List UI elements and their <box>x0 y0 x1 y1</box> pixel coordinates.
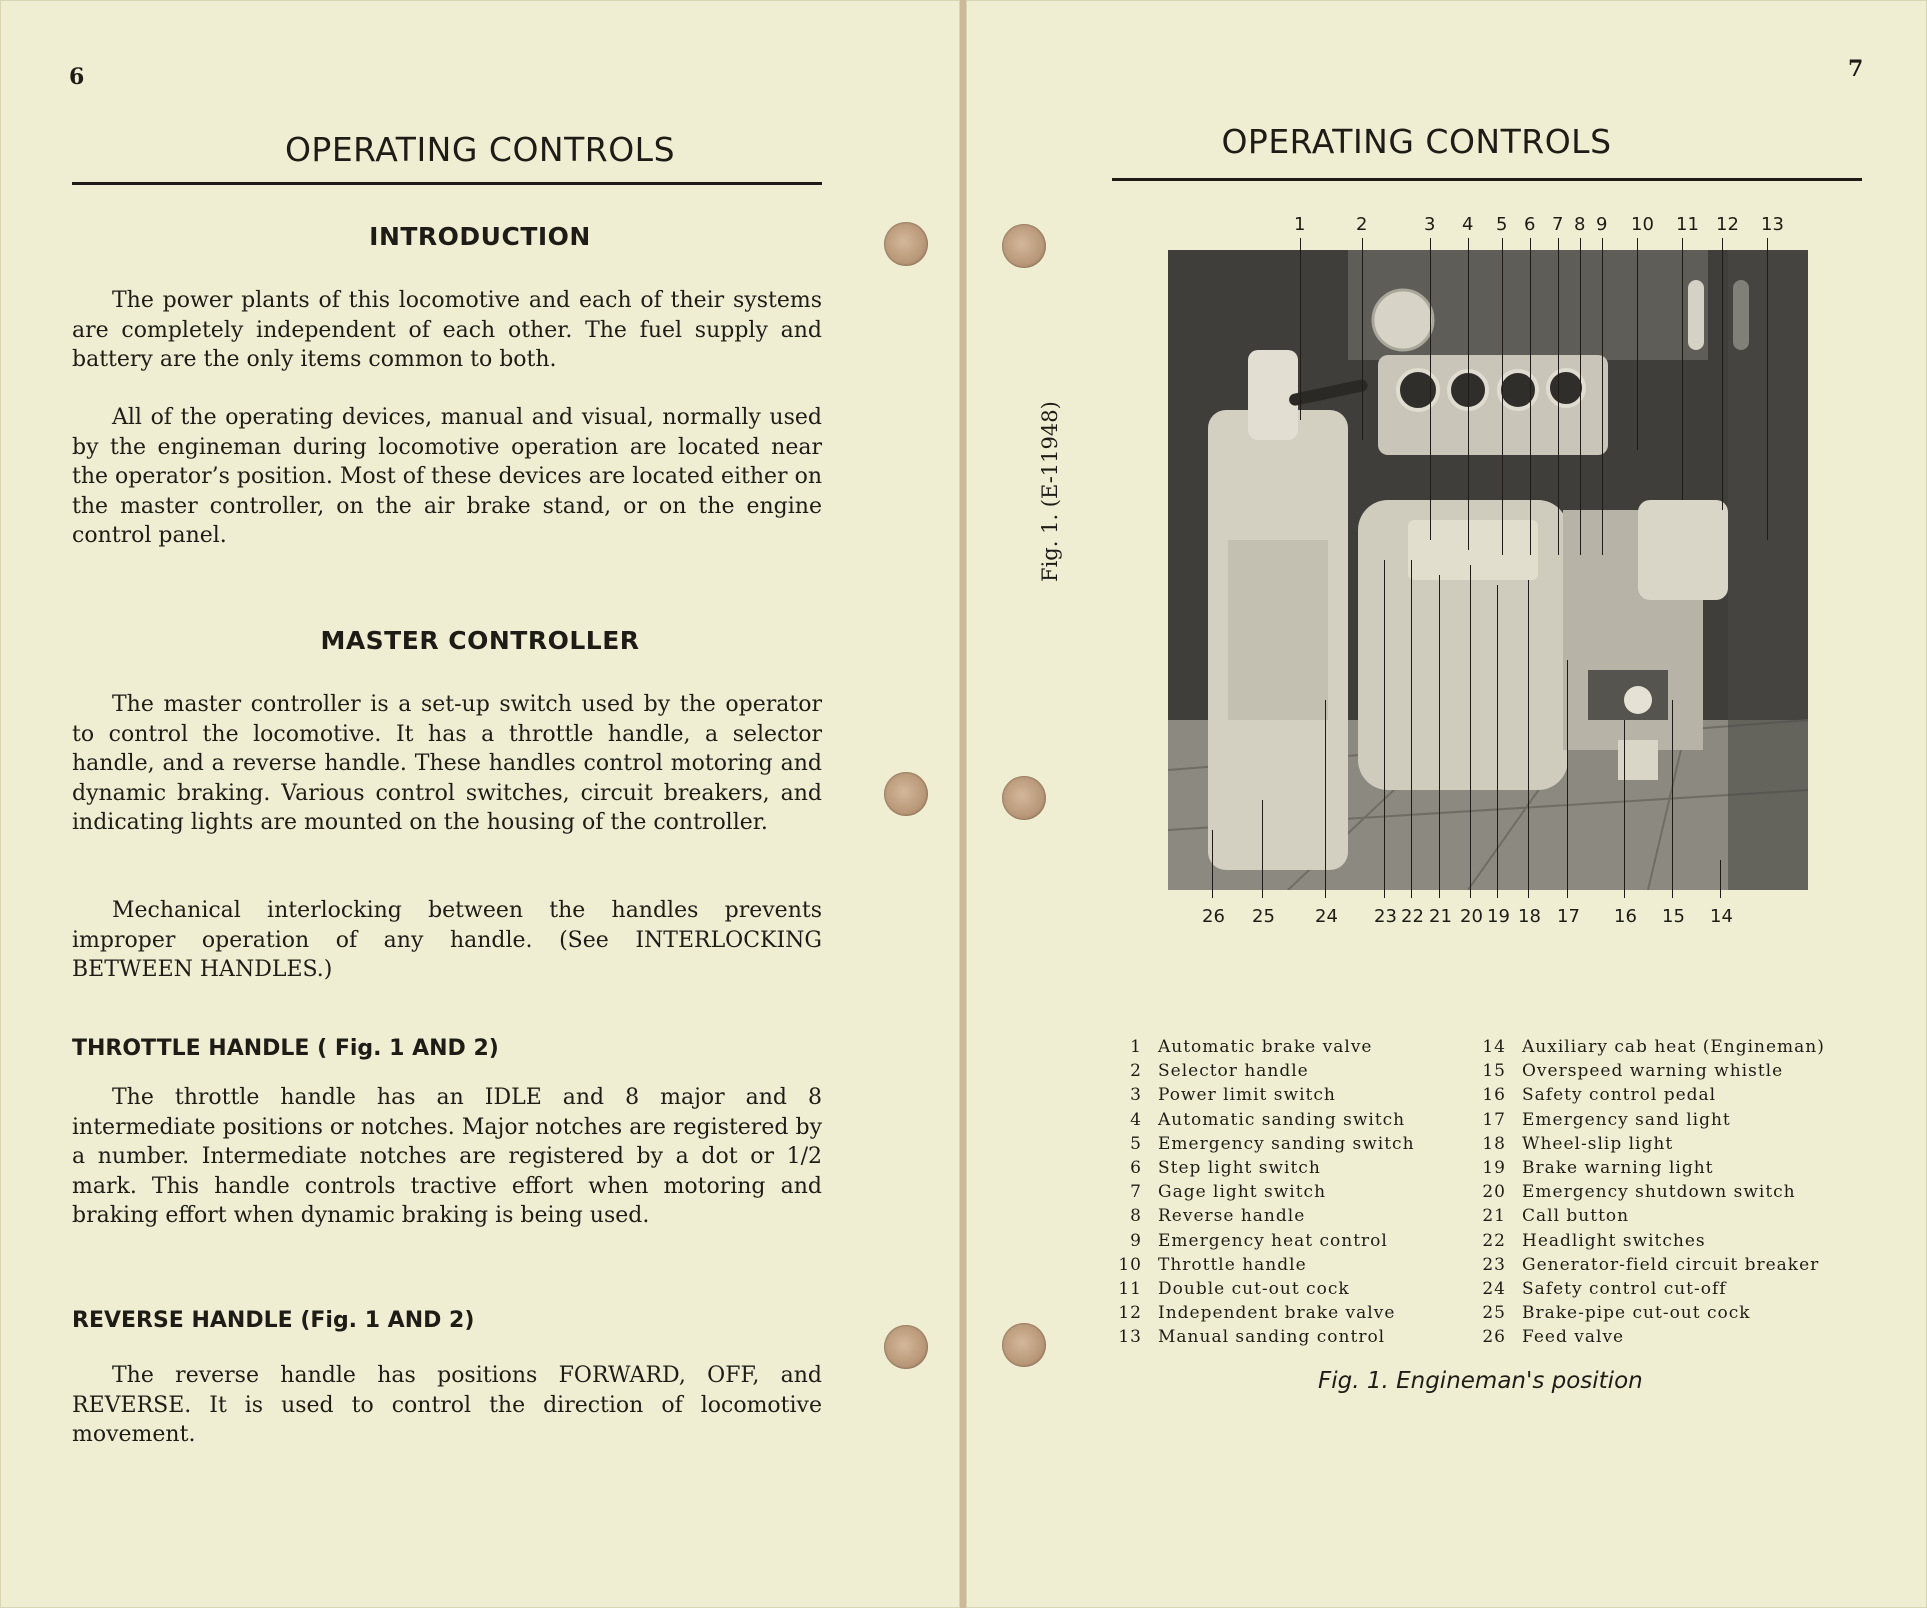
callout-number-top: 1 <box>1294 214 1306 235</box>
legend-item <box>1098 1156 1415 1180</box>
master-controller-paragraph-2: Mechanical interlocking between the handles prevents improper operation of any handle. (See INTERLOCKING BETWEEN HANDLES.) <box>72 898 822 982</box>
legend-label: Manual sanding control <box>1158 1327 1386 1348</box>
legend-number: 5 <box>1130 1133 1142 1154</box>
callout-number-bottom: 15 <box>1662 906 1685 927</box>
reverse-handle-heading: REVERSE HANDLE (Fig. 1 AND 2) <box>72 1308 475 1333</box>
callout-number-bottom: 14 <box>1710 906 1733 927</box>
callout-leader-line <box>1602 238 1603 555</box>
callout-number-top: 9 <box>1596 214 1608 235</box>
legend-item <box>1462 1156 1825 1180</box>
legend-left-column <box>1098 1035 1415 1349</box>
legend-right-column <box>1462 1035 1825 1349</box>
legend-number: 25 <box>1482 1303 1506 1324</box>
legend-number: 26 <box>1482 1327 1506 1348</box>
legend-number: 10 <box>1118 1254 1142 1275</box>
legend-label: Feed valve <box>1522 1327 1625 1348</box>
legend-number: 23 <box>1482 1254 1506 1275</box>
callout-number-top: 11 <box>1676 214 1699 235</box>
callout-number-top: 8 <box>1574 214 1586 235</box>
legend-item <box>1462 1059 1825 1083</box>
callout-number-bottom: 16 <box>1614 906 1637 927</box>
callout-leader-line <box>1468 238 1469 550</box>
binder-hole <box>884 772 928 816</box>
callout-number-bottom: 21 <box>1429 906 1452 927</box>
legend-number: 20 <box>1482 1182 1506 1203</box>
legend-label: Auxiliary cab heat (Engineman) <box>1522 1037 1825 1058</box>
callout-number-top: 7 <box>1552 214 1564 235</box>
page-number: 6 <box>69 64 85 90</box>
section-heading-master-controller: MASTER CONTROLLER <box>320 626 640 655</box>
callout-number-top: 13 <box>1761 214 1784 235</box>
callout-leader-line <box>1672 700 1673 898</box>
legend-item <box>1462 1035 1825 1059</box>
intro-paragraph-2: All of the operating devices, manual and visual, normally used by the engineman during locomotive operation are located near the operator’s position. Most of these devices are located either on the master controller, on the air brake stand, or on the engine control panel. <box>72 405 822 548</box>
callout-number-top: 12 <box>1716 214 1739 235</box>
callout-number-bottom: 18 <box>1518 906 1541 927</box>
page-number: 7 <box>1848 56 1864 82</box>
callout-number-top: 10 <box>1631 214 1654 235</box>
engineman-position-photo <box>1168 250 1808 890</box>
legend-label: Emergency shutdown switch <box>1522 1182 1796 1203</box>
legend-item <box>1098 1035 1415 1059</box>
legend-number: 16 <box>1482 1085 1506 1106</box>
callout-number-bottom: 19 <box>1487 906 1510 927</box>
legend-item <box>1098 1229 1415 1253</box>
cab-photo-illustration <box>1168 250 1808 890</box>
legend-label: Gage light switch <box>1158 1182 1327 1203</box>
legend-number: 24 <box>1482 1278 1506 1299</box>
callout-leader-line <box>1720 860 1721 898</box>
legend-label: Throttle handle <box>1158 1254 1307 1275</box>
callout-leader-line <box>1212 830 1213 898</box>
legend-item <box>1462 1277 1825 1301</box>
legend-label: Overspeed warning whistle <box>1522 1061 1784 1082</box>
callout-leader-line <box>1567 660 1568 898</box>
legend-item <box>1098 1108 1415 1132</box>
legend-number: 18 <box>1482 1133 1506 1154</box>
callout-number-top: 3 <box>1424 214 1436 235</box>
legend-item <box>1098 1083 1415 1107</box>
callout-leader-line <box>1528 580 1529 898</box>
callout-leader-line <box>1502 238 1503 555</box>
callout-number-bottom: 25 <box>1252 906 1275 927</box>
callout-leader-line <box>1530 238 1531 555</box>
legend-item <box>1462 1253 1825 1277</box>
legend-item <box>1098 1132 1415 1156</box>
header-rule <box>72 182 822 185</box>
legend-number: 21 <box>1482 1206 1506 1227</box>
legend-number: 4 <box>1130 1109 1142 1130</box>
legend-number: 14 <box>1482 1037 1506 1058</box>
legend-label: Safety control cut-off <box>1522 1278 1727 1299</box>
binder-hole <box>1002 776 1046 820</box>
legend-item <box>1098 1180 1415 1204</box>
callout-number-bottom: 24 <box>1315 906 1338 927</box>
callout-leader-line <box>1722 238 1723 510</box>
legend-item <box>1098 1325 1415 1349</box>
legend-label: Call button <box>1522 1206 1630 1227</box>
binder-hole <box>884 1325 928 1369</box>
legend-number: 12 <box>1118 1303 1142 1324</box>
callout-leader-line <box>1580 238 1581 555</box>
legend-label: Emergency sanding switch <box>1158 1133 1415 1154</box>
callout-leader-line <box>1384 560 1385 898</box>
legend-label: Safety control pedal <box>1522 1085 1717 1106</box>
master-controller-paragraph-1: The master controller is a set-up switch used by the operator to control the locomotive. It has a throttle handle, a selector handle, and a reverse handle. These handles control motoring and dynamic braking. Various control switches, circuit breakers, and indicating lights are mounted on the housing of the controller. <box>72 692 822 835</box>
callout-leader-line <box>1300 238 1301 420</box>
callout-leader-line <box>1439 575 1440 898</box>
legend-item <box>1462 1108 1825 1132</box>
section-heading-introduction: INTRODUCTION <box>369 222 591 251</box>
legend-label: Generator-field circuit breaker <box>1522 1254 1820 1275</box>
legend-item <box>1098 1253 1415 1277</box>
throttle-handle-heading: THROTTLE HANDLE ( Fig. 1 AND 2) <box>72 1036 499 1061</box>
legend-number: 7 <box>1130 1182 1142 1203</box>
callout-leader-line <box>1558 238 1559 555</box>
legend-number: 17 <box>1482 1109 1506 1130</box>
binder-hole <box>1002 224 1046 268</box>
legend-label: Wheel-slip light <box>1522 1133 1674 1154</box>
callout-leader-line <box>1325 700 1326 898</box>
legend-label: Independent brake valve <box>1158 1303 1396 1324</box>
callout-leader-line <box>1470 565 1471 898</box>
legend-number: 13 <box>1118 1327 1142 1348</box>
callout-number-bottom: 20 <box>1460 906 1483 927</box>
legend-item <box>1098 1059 1415 1083</box>
legend-number: 15 <box>1482 1061 1506 1082</box>
page-header: OPERATING CONTROLS <box>1221 122 1612 161</box>
legend-number: 2 <box>1130 1061 1142 1082</box>
figure-caption: Fig. 1. Engineman's position <box>1318 1368 1643 1394</box>
legend-label: Reverse handle <box>1158 1206 1306 1227</box>
legend-item <box>1098 1204 1415 1228</box>
callout-number-top: 5 <box>1496 214 1508 235</box>
legend-item <box>1098 1301 1415 1325</box>
legend-number: 6 <box>1130 1158 1142 1179</box>
figure-side-label: Fig. 1. (E-11948) <box>1038 401 1062 582</box>
legend-number: 1 <box>1130 1037 1142 1058</box>
callout-number-top: 2 <box>1356 214 1368 235</box>
legend-label: Automatic brake valve <box>1158 1037 1373 1058</box>
legend-item <box>1462 1229 1825 1253</box>
left-page <box>0 0 960 1608</box>
legend-number: 19 <box>1482 1158 1506 1179</box>
callout-number-bottom: 17 <box>1557 906 1580 927</box>
legend-label: Selector handle <box>1158 1061 1309 1082</box>
legend-item <box>1462 1132 1825 1156</box>
legend-label: Brake warning light <box>1522 1158 1714 1179</box>
binder-hole <box>1002 1323 1046 1367</box>
callout-number-top: 6 <box>1524 214 1536 235</box>
page-header: OPERATING CONTROLS <box>284 130 676 169</box>
callout-leader-line <box>1682 238 1683 500</box>
legend-number: 3 <box>1130 1085 1142 1106</box>
legend-label: Step light switch <box>1158 1158 1321 1179</box>
callout-leader-line <box>1262 800 1263 898</box>
intro-paragraph-1: The power plants of this locomotive and each of their systems are completely independent of each other. The fuel supply and battery are the only items common to both. <box>72 288 822 372</box>
legend-number: 9 <box>1130 1230 1142 1251</box>
legend-label: Emergency heat control <box>1158 1230 1388 1251</box>
callout-leader-line <box>1497 585 1498 898</box>
callout-leader-line <box>1411 560 1412 898</box>
binder-hole <box>884 222 928 266</box>
legend-item <box>1462 1083 1825 1107</box>
legend-item <box>1462 1204 1825 1228</box>
throttle-handle-paragraph: The throttle handle has an IDLE and 8 major and 8 intermediate positions or notches. Major notches are registered by a number. Intermediate notches are registered by a dot or 1/2 mark. This handle controls tractive effort when motoring and braking effort when dynamic braking is being used. <box>72 1085 822 1228</box>
reverse-handle-paragraph: The reverse handle has positions FORWARD, OFF, and REVERSE. It is used to control the direction of locomotive movement. <box>72 1363 822 1447</box>
callout-number-bottom: 26 <box>1202 906 1225 927</box>
legend-label: Emergency sand light <box>1522 1109 1731 1130</box>
legend-number: 8 <box>1130 1206 1142 1227</box>
callout-number-bottom: 22 <box>1401 906 1424 927</box>
legend-item <box>1462 1325 1825 1349</box>
legend-item <box>1462 1180 1825 1204</box>
legend-label: Power limit switch <box>1158 1085 1336 1106</box>
legend-label: Automatic sanding switch <box>1158 1109 1406 1130</box>
legend-number: 11 <box>1118 1278 1142 1299</box>
header-rule <box>1112 178 1862 181</box>
callout-number-bottom: 23 <box>1374 906 1397 927</box>
callout-leader-line <box>1362 238 1363 440</box>
callout-leader-line <box>1767 238 1768 540</box>
legend-label: Headlight switches <box>1522 1230 1706 1251</box>
legend-item <box>1462 1301 1825 1325</box>
legend-number: 22 <box>1482 1230 1506 1251</box>
callout-leader-line <box>1624 720 1625 898</box>
legend-item <box>1098 1277 1415 1301</box>
callout-number-top: 4 <box>1462 214 1474 235</box>
callout-leader-line <box>1637 238 1638 450</box>
callout-leader-line <box>1430 238 1431 540</box>
legend-label: Brake-pipe cut-out cock <box>1522 1303 1751 1324</box>
legend-label: Double cut-out cock <box>1158 1278 1350 1299</box>
